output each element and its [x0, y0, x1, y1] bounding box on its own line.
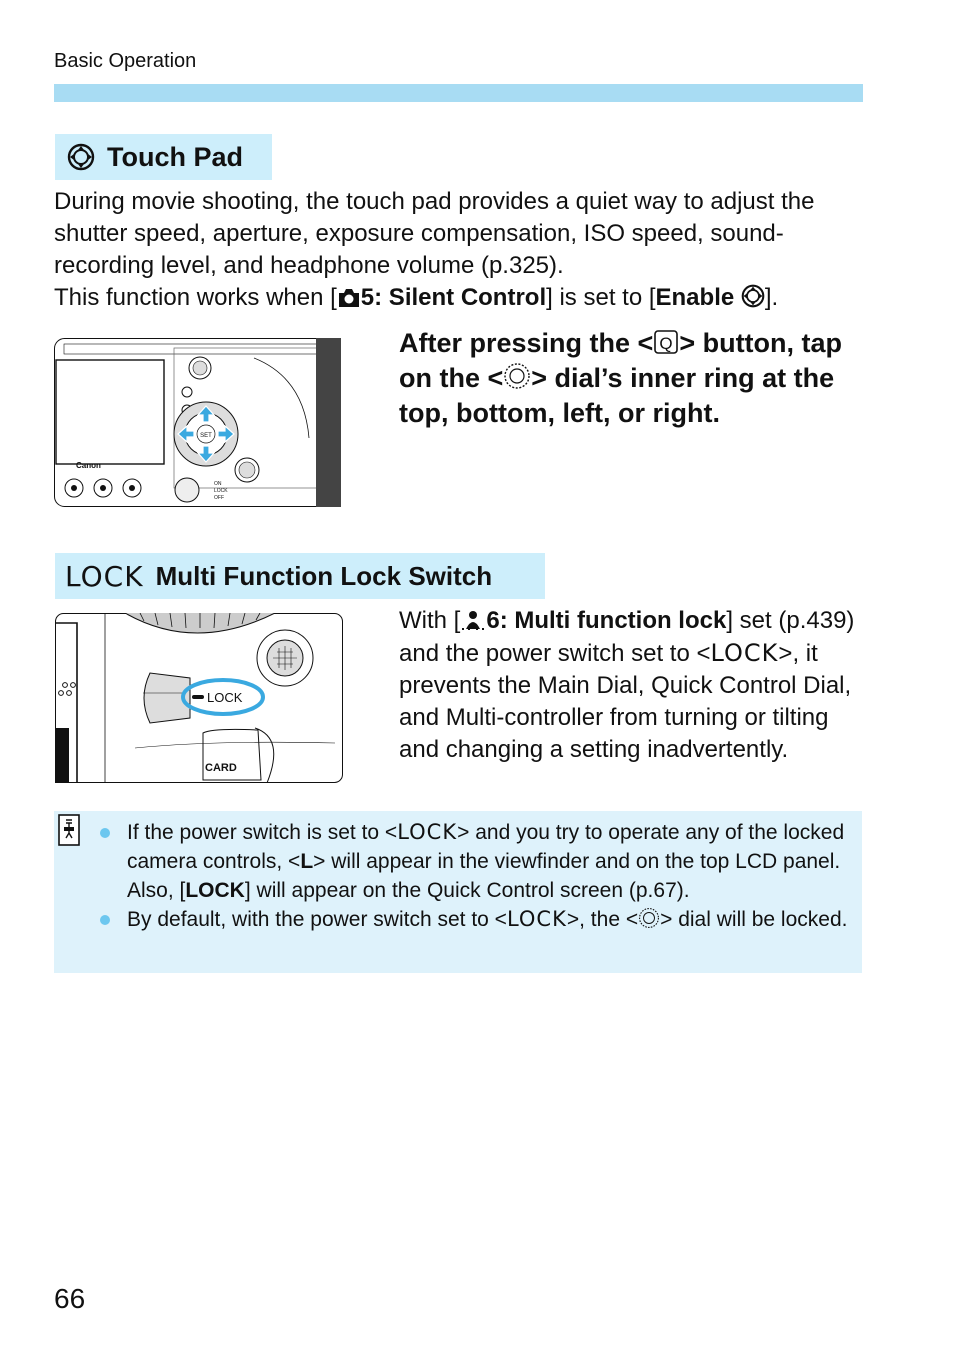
memo-icon: [58, 814, 80, 846]
section-heading-touch-pad: [55, 134, 272, 180]
switch-off-label: OFF: [214, 495, 224, 501]
touch-pad-icon: [741, 284, 765, 308]
section-title: Touch Pad: [107, 141, 244, 172]
menu-item-name: 5: Silent Control: [360, 284, 547, 311]
text-span: By default, with the power switch set to <: [127, 908, 507, 931]
running-header: Basic Operation: [54, 50, 197, 72]
text-span: > will appear in the viewfinder and on the top LCD panel. Also, [: [127, 850, 841, 902]
shooting-menu-icon: [337, 286, 361, 308]
lock-switch-icon: LOCK: [65, 559, 144, 593]
setting-value: Enable: [655, 284, 735, 311]
section-heading-multi-lock: [55, 553, 545, 599]
lock-switch-icon: LOCK: [506, 907, 567, 931]
condition-paragraph: [54, 282, 874, 314]
card-slot-label: CARD: [205, 762, 237, 774]
note-list: [100, 818, 850, 934]
text-span: > dial will be locked.: [660, 908, 848, 931]
text-span: > button, tap on the <: [399, 328, 843, 393]
page-number: 66: [54, 1283, 86, 1314]
section-title: Multi Function Lock Switch: [155, 560, 493, 591]
quick-control-dial-icon: [638, 907, 660, 929]
text-span: After pressing the <: [399, 328, 654, 358]
svg-text:Q: Q: [659, 334, 673, 353]
lock-switch-illustration: [55, 613, 343, 783]
lock-switch-icon: LOCK: [710, 639, 779, 667]
text-span: With [: [399, 607, 461, 634]
text-span: ] will appear on the Quick Control screen (p.67).: [244, 879, 690, 902]
text-span: ] is set to [: [546, 284, 656, 311]
switch-lock-label: LOCK: [214, 488, 228, 494]
camera-back-illustration: [54, 338, 341, 507]
q-button-icon: [653, 329, 679, 355]
touch-pad-icon: [67, 143, 95, 171]
bullet-icon: [100, 915, 110, 925]
viewfinder-lock-indicator: L: [300, 850, 314, 873]
custom-function-icon: [460, 609, 486, 631]
text-span: ].: [764, 284, 779, 311]
text-span: This function works when [: [54, 284, 337, 311]
quick-control-dial-icon: [503, 362, 531, 390]
multi-lock-description: [399, 605, 869, 766]
list-item: [100, 905, 850, 934]
quick-control-lock-indicator: LOCK: [185, 879, 245, 902]
text-span: > and you try to operate any of the locked camera controls, <: [127, 821, 845, 873]
text-span: If the power switch is set to <: [127, 821, 398, 844]
bullet-icon: [100, 828, 110, 838]
step-instruction: [399, 326, 869, 431]
description-paragraph: During movie shooting, the touch pad provides a quiet way to adjust the shutter speed, aperture, exposure compensation, ISO speed, sound-recording level, and headphone volume (p.325).: [54, 188, 815, 279]
lock-position-label: LOCK: [207, 690, 243, 705]
text-span: >, the <: [566, 908, 639, 931]
text-span: >, it prevents the Main Dial, Quick Control Dial, and Multi-controller from turning or tilting and changing a setting inadvertently.: [399, 640, 852, 763]
menu-item-name: 6: Multi function lock: [486, 607, 727, 634]
text-span: ] set (p.439) and the power switch set to <: [399, 607, 855, 667]
camera-brand-label: Canon: [76, 461, 101, 470]
list-item: [100, 818, 850, 905]
set-label: SET: [200, 433, 212, 439]
header-accent-bar: [54, 84, 863, 102]
lock-switch-icon: LOCK: [397, 820, 458, 844]
touch-pad-description: [54, 186, 874, 314]
text-span: > dial’s inner ring at the top, bottom, left, or right.: [399, 363, 835, 428]
switch-on-label: ON: [214, 481, 222, 487]
